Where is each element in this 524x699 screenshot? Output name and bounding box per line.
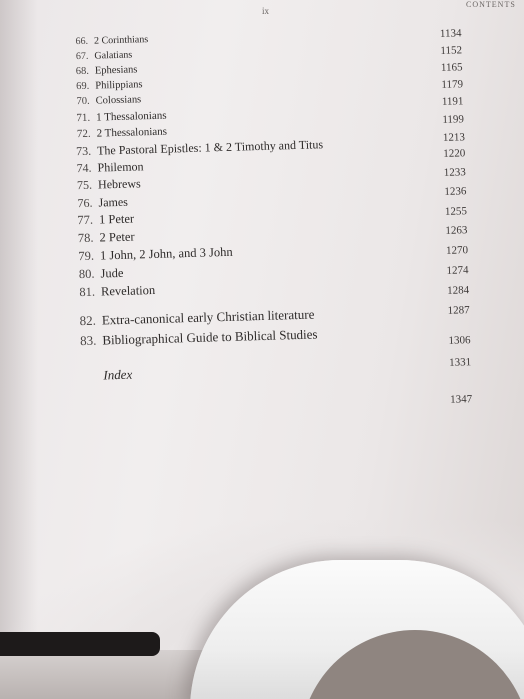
toc-entry-number: 76.	[77, 195, 93, 211]
toc-entry-title: 1 Thessalonians	[96, 109, 167, 124]
toc-entry-number: 75.	[76, 177, 93, 193]
toc-index-page: 1347	[450, 393, 473, 406]
toc-entry-number: 80.	[78, 266, 95, 282]
toc-entry-number: 66.	[75, 35, 89, 48]
toc-entry-title: Galatians	[94, 49, 133, 62]
toc-entry-number: 73.	[75, 143, 92, 159]
toc-entry-number: 72.	[76, 127, 91, 141]
toc-index-label: Index	[103, 366, 133, 383]
toc-entry-page: 1306	[448, 334, 471, 347]
toc-entry-number: 69.	[76, 80, 90, 93]
toc-entry-title: Revelation	[100, 283, 156, 299]
toc-entry-page: 1263	[445, 224, 468, 237]
toc-entry-page: 1270	[445, 244, 469, 257]
toc-entry-page: 1213	[442, 131, 466, 144]
toc-entry-title: 1 John, 2 John, and 3 John	[99, 244, 233, 263]
toc-entry-title: 2 Thessalonians	[96, 125, 168, 140]
toc-entry-title: Ephesians	[94, 64, 138, 77]
toc-entry-number: 67.	[75, 50, 89, 63]
toc-entry-page: 1152	[440, 44, 463, 57]
toc-entry-title: Philemon	[97, 159, 144, 175]
toc-entry-title: Hebrews	[97, 176, 141, 192]
toc-entry-page: 1134	[439, 27, 462, 40]
toc-entry-number: 82.	[79, 312, 97, 329]
toc-entry-title: Colossians	[95, 94, 142, 107]
toc-index-entry	[9, 355, 524, 406]
toc-entry-number: 74.	[76, 160, 92, 176]
toc-entry-page: 1191	[441, 95, 464, 108]
toc-entry-page: 1199	[442, 113, 465, 126]
toc-entry-title: James	[98, 194, 129, 210]
running-head: CONTENTS	[466, 0, 516, 9]
toc-entry-page: 1165	[440, 61, 463, 74]
toc-entry-page: 1331	[448, 356, 472, 369]
page-folio: ix	[262, 6, 270, 16]
toc-entry-page: 1236	[444, 185, 467, 198]
toc-entry-title: Extra-canonical early Christian literature	[101, 306, 315, 328]
toc-entry-title: 2 Peter	[99, 229, 135, 245]
toc-entry-page: 1284	[446, 284, 470, 297]
toc-entry-number: 81.	[79, 284, 96, 300]
toc-entry-page: 1274	[446, 264, 469, 277]
toc-entry-page: 1220	[443, 147, 466, 160]
dark-object	[0, 632, 160, 656]
toc-entry-number: 79.	[78, 248, 95, 264]
toc-entry-number: 71.	[76, 111, 91, 125]
toc-entry-page: 1233	[443, 166, 467, 179]
toc-entry-title: 2 Corinthians	[93, 34, 149, 47]
toc-entry-title: Bibliographical Guide to Biblical Studies	[102, 326, 318, 348]
toc-entry-number: 78.	[77, 230, 94, 246]
toc-entry-title: 1 Peter	[98, 211, 135, 227]
toc-entry-number: 83.	[79, 332, 97, 349]
toc-entry-number: 70.	[76, 95, 90, 108]
toc-entry-page: 1287	[447, 304, 470, 317]
toc-entry-title: The Pastoral Epistles: 1 & 2 Timothy and Titus	[96, 137, 324, 158]
toc-entry-title: Philippians	[95, 79, 143, 92]
toc-entry-number: 77.	[77, 212, 94, 228]
toc-entry-page: 1255	[444, 205, 468, 218]
toc-entry-title: Jude	[100, 265, 124, 281]
toc-entry-number: 68.	[75, 65, 90, 78]
toc-entry-page: 1179	[441, 78, 464, 91]
